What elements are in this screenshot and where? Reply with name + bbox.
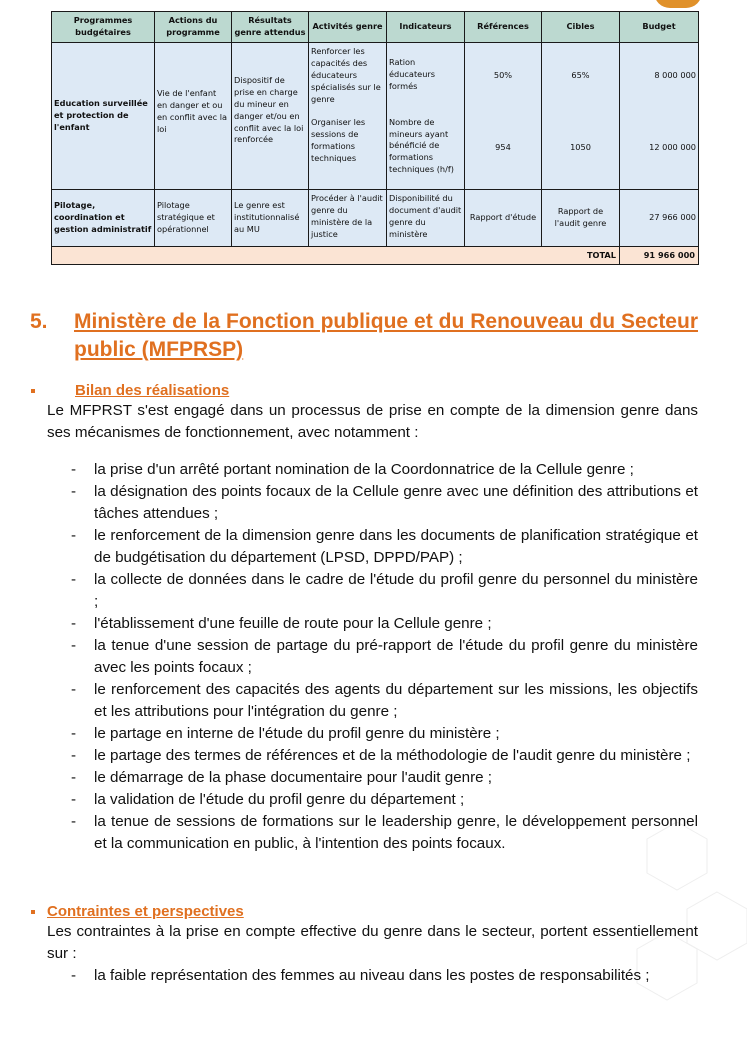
target-2: 1050: [570, 141, 591, 152]
corner-decoration: [654, 0, 702, 8]
list-item: - la faible représentation des femmes au niveau dans les postes de responsabilités ;: [47, 965, 698, 987]
result-cell: Le genre est institutionnalisé au MU: [232, 190, 309, 247]
square-bullet-icon: [31, 389, 35, 393]
bilan-list: [47, 459, 698, 855]
col-header: Actions du programme: [155, 12, 232, 43]
reference-2: 954: [495, 141, 511, 152]
program-cell: Pilotage, coordination et gestion administratif: [52, 190, 155, 247]
indicator-1: Ration éducateurs formés: [389, 57, 436, 91]
budget-2: 12 000 000: [649, 141, 696, 152]
bilan-intro: Le MFPRST s'est engagé dans un processus de prise en compte de la dimension genre dans ses mécanismes de fonctionnement, avec notamment :: [47, 402, 698, 441]
activity-2: Organiser les sessions de formations techniques: [311, 117, 366, 164]
col-header: Cibles: [542, 12, 620, 43]
program-cell: Education surveillée et protection de l'enfant: [52, 43, 155, 190]
budget-cell: [620, 43, 699, 190]
target-1: 65%: [571, 70, 590, 80]
reference-1: 50%: [493, 70, 513, 80]
col-header: Indicateurs: [387, 12, 465, 43]
indicator-2: Nombre de mineurs ayant bénéficié de formations techniques (h/f): [389, 116, 454, 175]
col-header: Budget: [620, 12, 699, 43]
list-item: - la validation de l'étude du profil genre du département ;: [47, 789, 698, 811]
target-cell: Rapport de l'audit genre: [542, 190, 620, 247]
list-item: - la tenue d'une session de partage du pré-rapport de l'étude du profil genre du ministère avec les points focaux ;: [47, 635, 698, 679]
table-row: [52, 43, 699, 190]
activity-cell: Procéder à l'audit genre du ministère de la justice: [309, 190, 387, 247]
col-header: Résultats genre attendus: [232, 12, 309, 43]
activity-cell: [309, 43, 387, 190]
indicator-cell: Disponibilité du document d'audit genre du ministère: [387, 190, 465, 247]
list-item: - la prise d'un arrêté portant nomination de la Coordonnatrice de la Cellule genre ;: [47, 459, 698, 481]
col-header: Programmes budgétaires: [52, 12, 155, 43]
contraintes-heading: Contraintes et perspectives: [47, 903, 244, 920]
list-item: - le partage des termes de références et de la méthodologie de l'audit genre du ministère ;: [47, 745, 698, 767]
list-item: - le renforcement de la dimension genre dans les documents de planification stratégique et de budgétisation du département (LPSD, DPPD/PAP) ;: [47, 525, 698, 569]
list-item: - l'établissement d'une feuille de route pour la Cellule genre ;: [47, 613, 698, 635]
total-row: [52, 247, 699, 265]
total-value: 91 966 000: [620, 247, 699, 265]
list-item: - la tenue de sessions de formations sur le leadership genre, le développement personnel et la communication en public, à l'intention des points focaux.: [47, 811, 698, 855]
reference-cell: [465, 43, 542, 190]
action-cell: Vie de l'enfant en danger et ou en conflit avec la loi: [155, 43, 232, 190]
budget-table: [51, 11, 699, 265]
section-heading: Ministère de la Fonction publique et du Renouveau du Secteur public (MFPRSP): [74, 310, 698, 361]
col-header: Activités genre: [309, 12, 387, 43]
activity-1: Renforcer les capacités des éducateurs spécialisés sur le genre: [311, 46, 381, 104]
square-bullet-icon: [31, 910, 35, 914]
section-number: 5.: [30, 310, 48, 333]
table-row: [52, 190, 699, 247]
target-cell: [542, 43, 620, 190]
contraintes-intro: Les contraintes à la prise en compte effective du genre dans le secteur, portent essentiellement sur :: [47, 923, 698, 962]
total-label: TOTAL: [52, 247, 620, 265]
list-item: - le démarrage de la phase documentaire pour l'audit genre ;: [47, 767, 698, 789]
contraintes-list: [47, 965, 698, 987]
result-cell: Dispositif de prise en charge du mineur en danger et/ou en conflit avec la loi renforcée: [232, 43, 309, 190]
table-header-row: [52, 12, 699, 43]
reference-cell: Rapport d'étude: [465, 190, 542, 247]
action-cell: Pilotage stratégique et opérationnel: [155, 190, 232, 247]
list-item: - la collecte de données dans le cadre de l'étude du profil genre du personnel du ministère ;: [47, 569, 698, 613]
list-item: - le partage en interne de l'étude du profil genre du ministère ;: [47, 723, 698, 745]
budget-cell: 27 966 000: [620, 190, 699, 247]
bilan-heading: Bilan des réalisations: [75, 382, 230, 399]
list-item: - le renforcement des capacités des agents du département sur les missions, les objectifs et les attributions pour l'intégration du genre ;: [47, 679, 698, 723]
col-header: Références: [465, 12, 542, 43]
list-item: - la désignation des points focaux de la Cellule genre avec une définition des attributions et tâches attendues ;: [47, 481, 698, 525]
budget-1: 8 000 000: [654, 70, 696, 80]
indicator-cell: [387, 43, 465, 190]
